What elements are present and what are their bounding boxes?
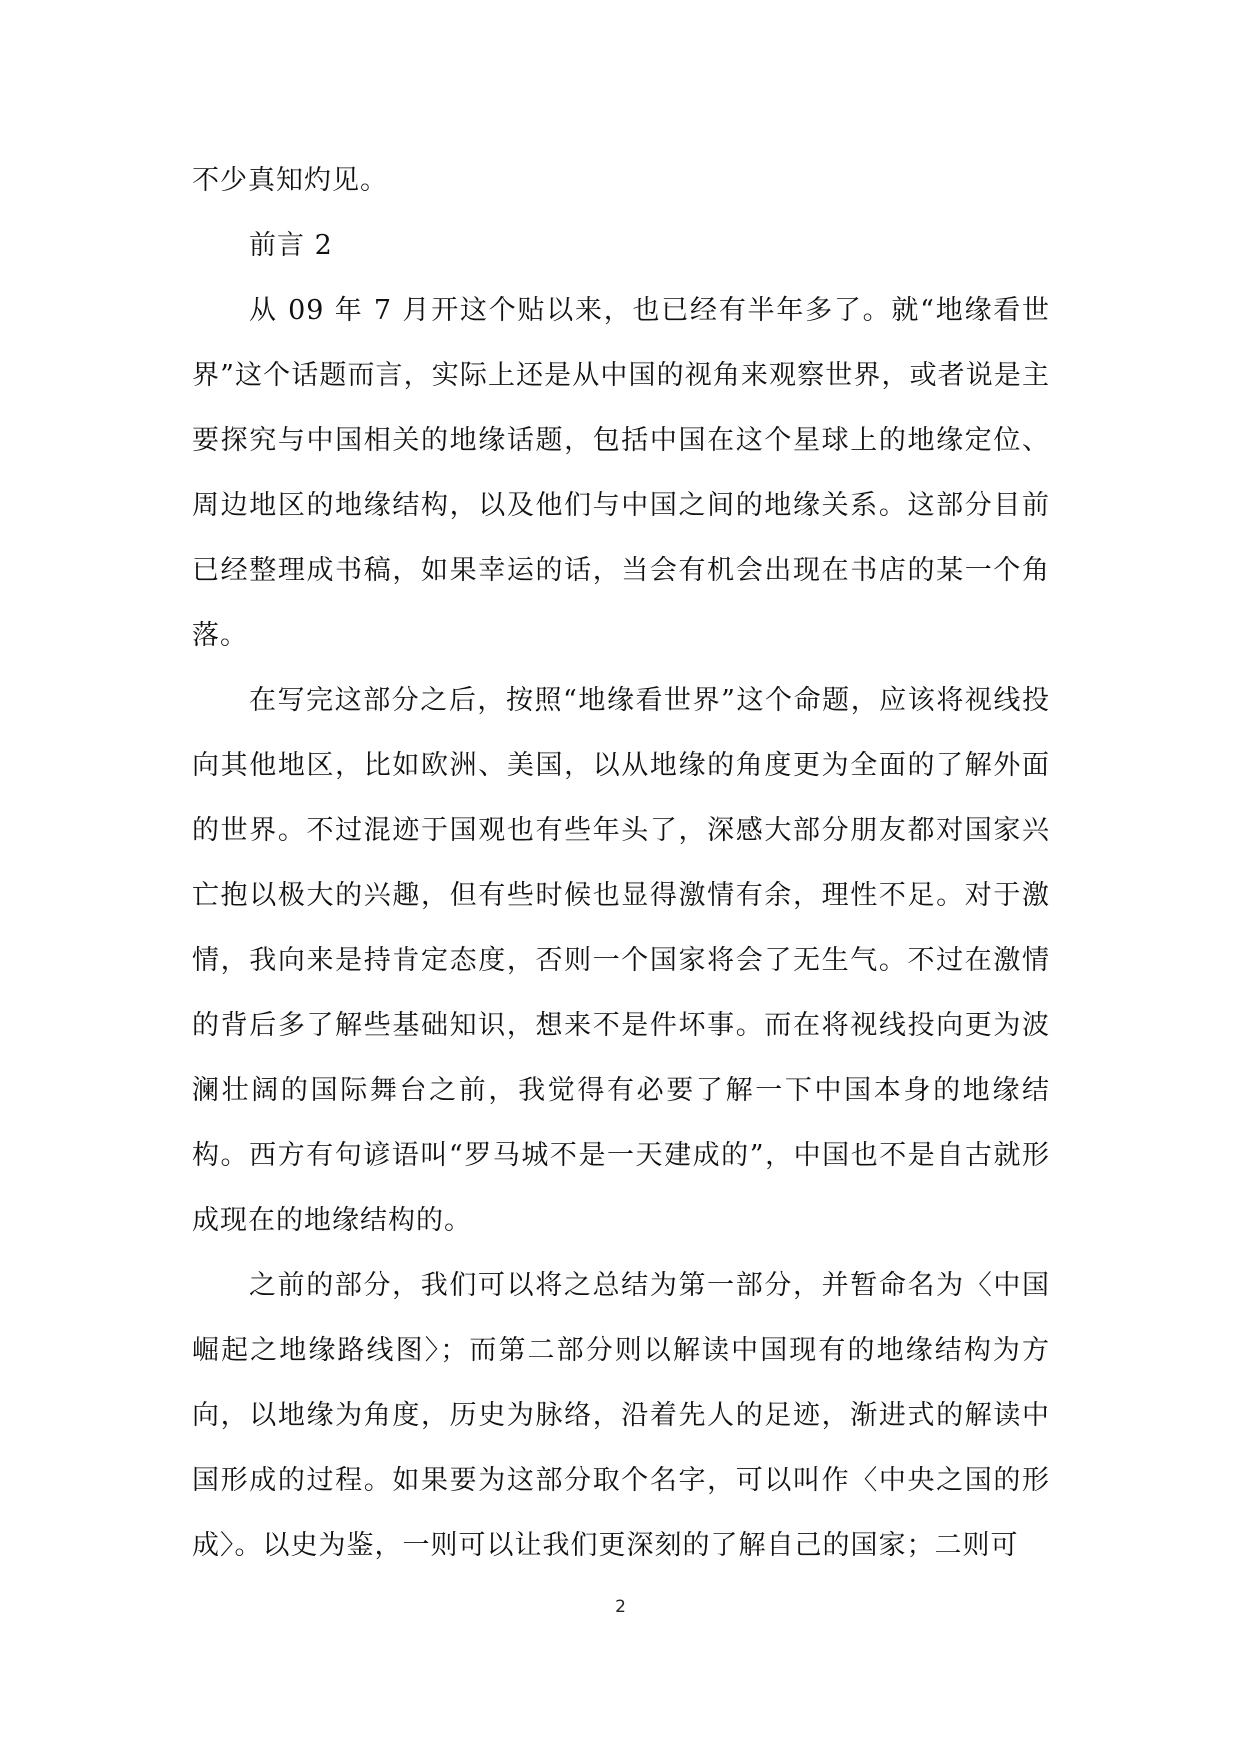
continuation-line: 不少真知灼见。 — [192, 165, 388, 196]
paragraph-3: 之前的部分，我们可以将之总结为第一部分，并暂命名为〈中国崛起之地缘路线图〉；而第二部分则以解读中国现有的地缘结构为方向，以地缘为角度，历史为脉络，沿着先人的足迹，渐进式的解读中国形成的过程。如果要为这部分取个名字，可以叫作〈中央之国的形成〉。以史为鉴，一则可以让我们更深刻的了解自己的国家；二则可 — [192, 1270, 1050, 1561]
page-number: 2 — [615, 1597, 626, 1617]
paragraph-2: 在写完这部分之后，按照“地缘看世界”这个命题，应该将视线投向其他地区，比如欧洲、美国，以从地缘的角度更为全面的了解外面的世界。不过混迹于国观也有些年头了，深感大部分朋友都对国家兴亡抱以极大的兴趣，但有些时候也显得激情有余，理性不足。对于激情，我向来是持肯定态度，否则一个国家将会了无生气。不过在激情的背后多了解些基础知识，想来不是件坏事。而在将视线投向更为波澜壮阔的国际舞台之前，我觉得有必要了解一下中国本身的地缘结构。西方有句谚语叫“罗马城不是一天建成的”，中国也不是自古就形成现在的地缘结构的。 — [192, 685, 1050, 1236]
page-body — [192, 148, 1050, 1578]
section-heading: 前言 2 — [249, 230, 333, 261]
paragraph-1: 从 09 年 7 月开这个贴以来，也已经有半年多了。就“地缘看世界”这个话题而言，实际上还是从中国的视角来观察世界，或者说是主要探究与中国相关的地缘话题，包括中国在这个星球上的地缘定位、周边地区的地缘结构，以及他们与中国之间的地缘关系。这部分目前已经整理成书稿，如果幸运的话，当会有机会出现在书店的某一个角落。 — [192, 295, 1050, 651]
